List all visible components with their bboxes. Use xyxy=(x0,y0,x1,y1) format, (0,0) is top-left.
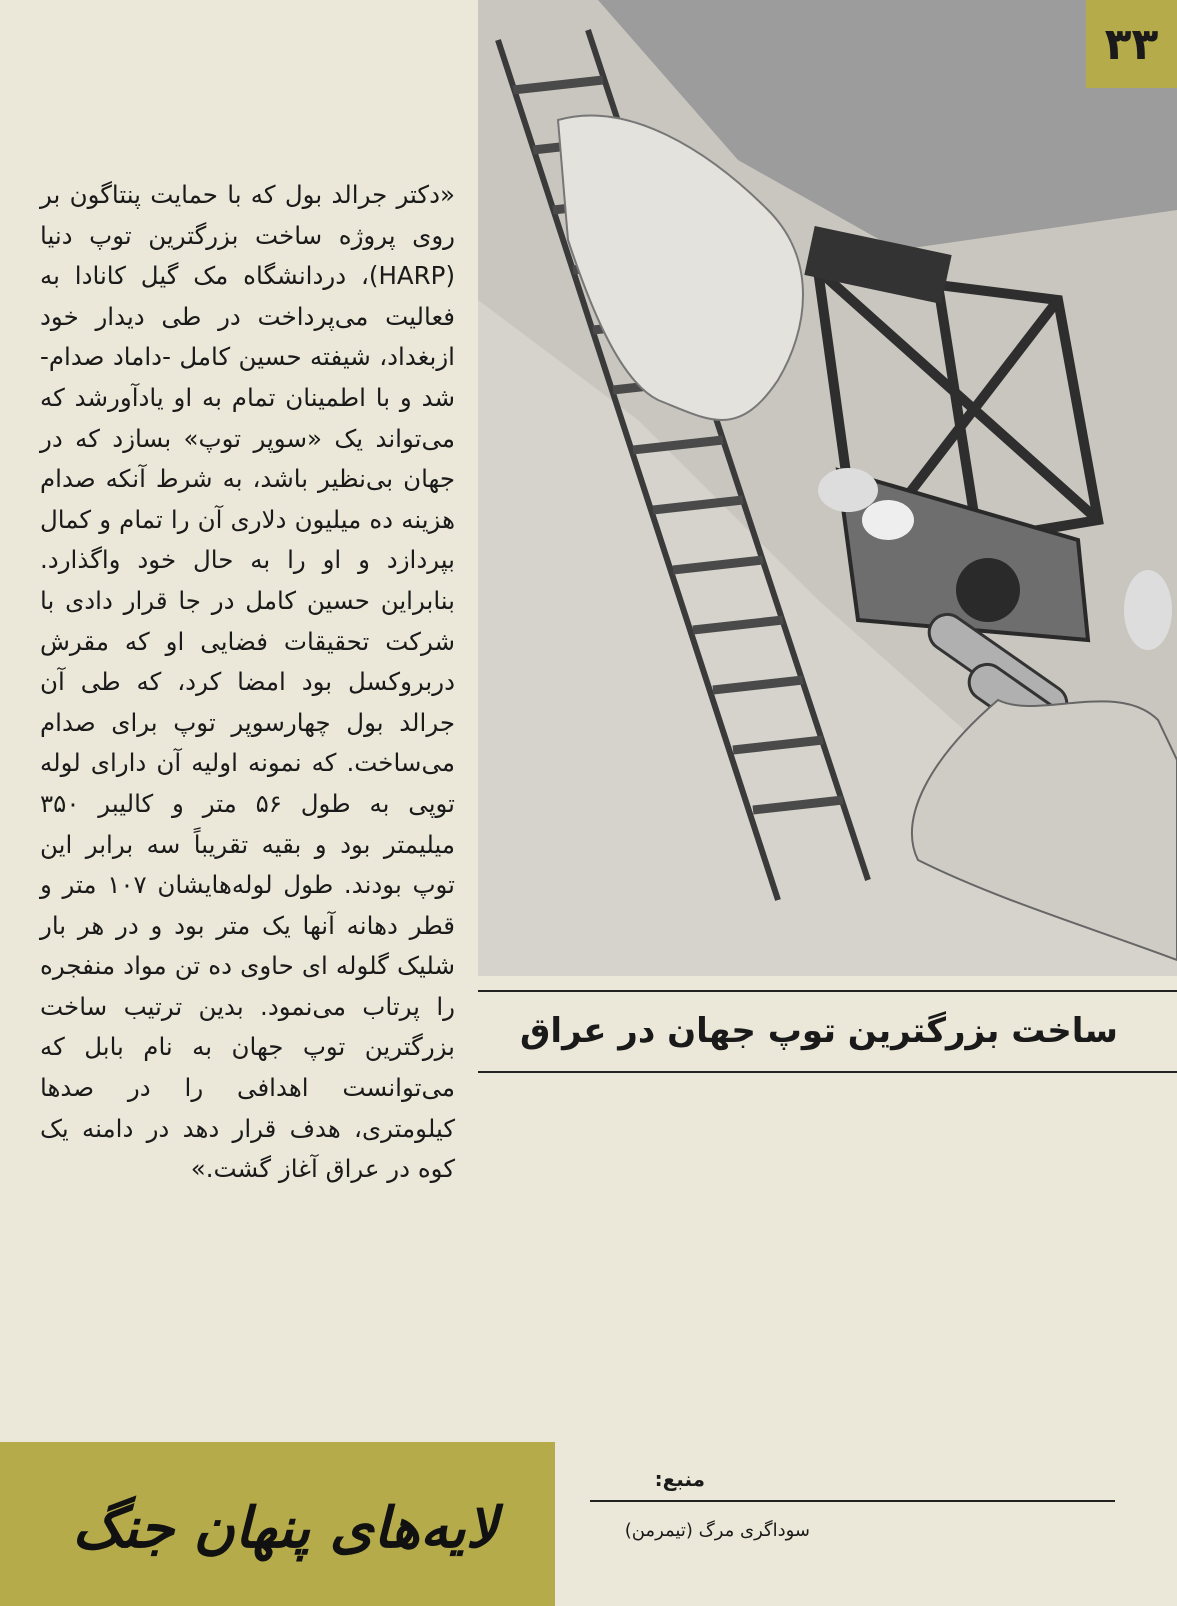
book-title: لایه‌های پنهان جنگ xyxy=(72,1495,498,1561)
photo-supergun-construction xyxy=(478,0,1177,976)
source-value: سوداگری مرگ (تیمرمن) xyxy=(624,1520,810,1541)
article-title: ساخت بزرگترین توپ جهان در عراق xyxy=(520,1011,1118,1051)
title-divider-top xyxy=(478,990,1177,992)
source-label: منبع: xyxy=(654,1467,705,1491)
photo-illustration xyxy=(478,0,1177,976)
page-number: ۳۳ xyxy=(1086,0,1177,88)
article-body: «دکتر جرالد بول که با حمایت پنتاگون بر روی پروژه ساخت بزرگترین توپ دنیا (HARP)، دردانشگاه مک گیل کانادا به فعالیت می‌پرداخت در طی دیدار خود ازبغداد، شیفته حسین کامل -داماد صدام- شد و با اطمینان تمام به او یادآورشد که می‌تواند یک «سوپر توپ» بسازد که در جهان بی‌نظیر باشد، به شرط آنکه صدام هزینه ده میلیون دلاری آن را تمام و کمال بپردازد و او را به حال خود واگذارد. بنابراین حسین کامل در جا قرار دادی با شرکت تحقیقات فضایی او که مقرش دربروکسل بود امضا کرد، که طی آن جرالد بول چهارسوپر توپ برای صدام می‌ساخت. که نمونه اولیه آن دارای لوله توپی به طول ۵۶ متر و کالیبر ۳۵۰ میلیمتر بود و بقیه تقریباً سه برابر این توپ بودند. طول لوله‌هایشان ۱۰۷ متر و قطر دهانه آنها یک متر بود و در هر بار شلیک گلوله ای حاوی ده تن مواد منفجره را پرتاب می‌نمود. بدین ترتیب ساخت بزرگترین توپ جهان به نام بابل که می‌توانست اهدافی را در صدها کیلومتری، هدف قرار دهد در دامنه یک کوه در عراق آغاز گشت.» xyxy=(40,180,455,1184)
title-divider-bottom xyxy=(478,1071,1177,1073)
source-divider xyxy=(590,1500,1115,1502)
